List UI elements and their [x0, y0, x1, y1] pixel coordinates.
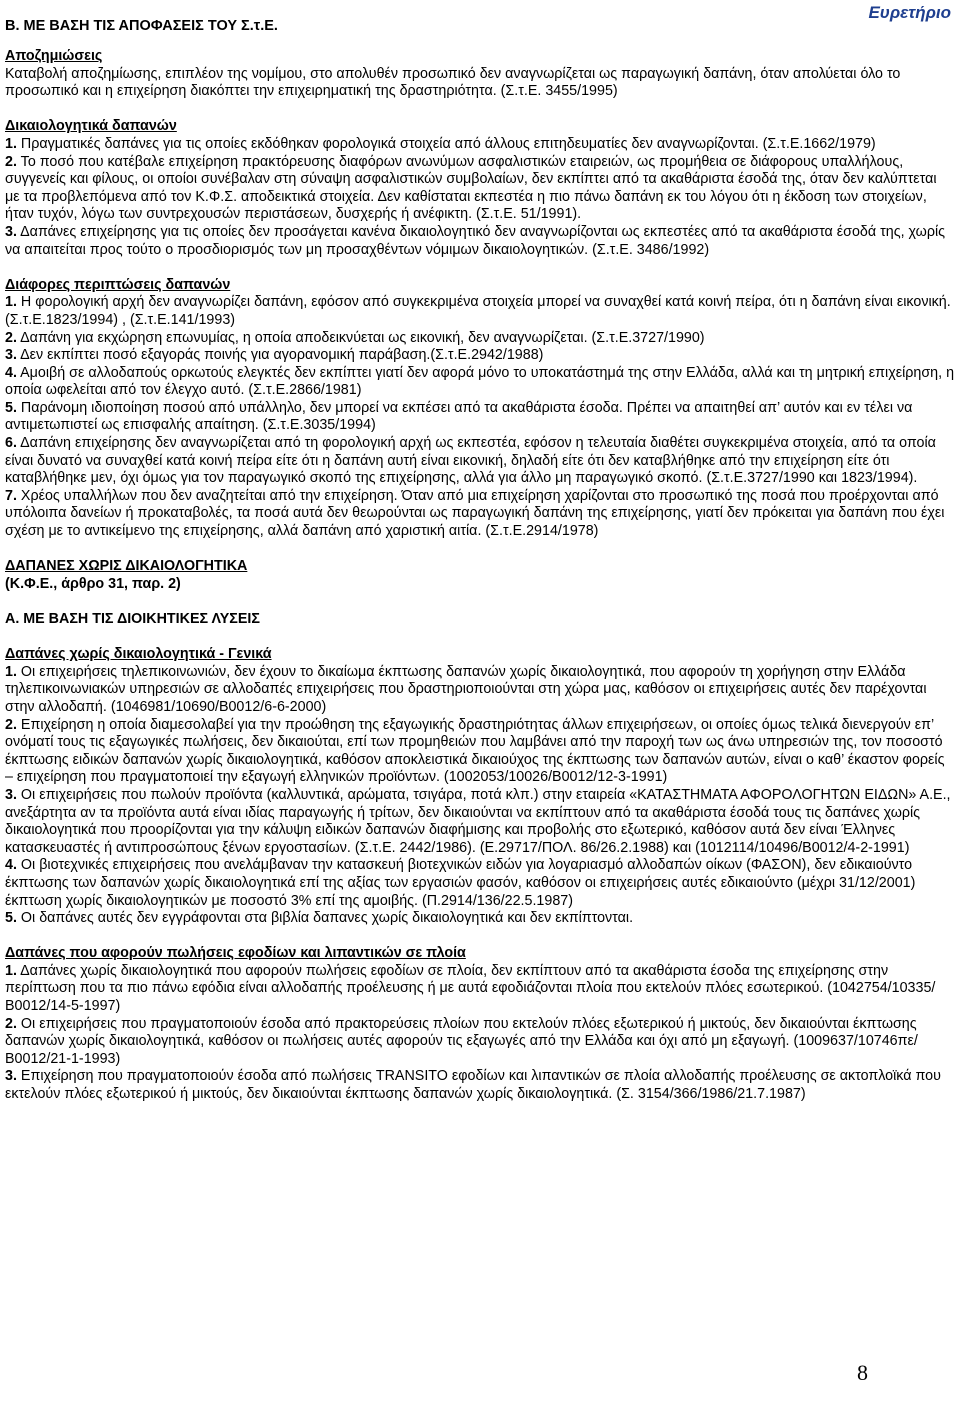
item-number: 2.	[5, 153, 17, 170]
list-item	[5, 787, 955, 857]
heading-administrative-decisions: Α. ΜΕ ΒΑΣΗ ΤΙΣ ΔΙΟΙΚΗΤΙΚΕΣ ΛΥΣΕΙΣ	[5, 611, 260, 627]
index-link[interactable]: Ευρετήριο	[868, 3, 951, 22]
list-item	[5, 154, 955, 224]
list-item	[5, 294, 955, 329]
list-item	[5, 488, 955, 541]
item-number: 4.	[5, 364, 17, 381]
item-number: 2.	[5, 1015, 17, 1032]
item-number: 7.	[5, 487, 17, 504]
item-number: 3.	[5, 1068, 17, 1085]
item-text: Παράνομη ιδιοποίηση ποσού από υπάλληλο, δεν μπορεί να εκπέσει από τα ακαθάριστα έσοδα. Πρέπει να απαιτηθεί απ’ αυτόν και εν τέλει να αντιμετωπιστεί ως επισφαλής απαίτηση. (Σ.τ.Ε.3035/1994)	[5, 399, 913, 434]
item-text: Οι επιχειρήσεις που πωλούν προϊόντα (καλλυντικά, αρώματα, τσιγάρα, ποτά κλπ.) στην εταιρεία «ΚΑΤΑΣΤΗΜΑΤΑ ΑΦΟΡΟΛΟΓΗΤΩΝ ΕΙΔΩΝ» Α.Ε., ανεξάρτητα αν τα προϊόντα αυτά είναι ιδίας παραγωγής ή τρίτων, δεν δικαιούνται να εκπίπτουν από τα ακαθάριστα έσοδά τους τις δαπάνες χωρίς δικαιολογητικά που προορίζονται για την κάλυψη ειδικών δαπανών διαφήμισης και προβολής στο εξωτερικό, καθόσον αυτά δεν είναι Έλληνες κατασκευαστές ή αντιπροσώπους ξένων εργοστασίων. (Σ.τ.Ε. 2442/1986). (Ε.29717/ΠΟΛ. 86/26.2.1988) και (1012114/10496/Β0012/4-2-1991)	[5, 786, 951, 856]
item-text: Πραγματικές δαπάνες για τις οποίες εκδόθηκαν φορολογικά στοιχεία από άλλους επιτηδευματίες δεν αναγνωρίζονται. (Σ.τ.Ε.1662/1979)	[20, 135, 876, 152]
item-number: 1.	[5, 962, 17, 979]
page-header	[5, 4, 955, 48]
list-item	[5, 435, 955, 488]
item-text: Δαπάνη για εκχώρηση επωνυμίας, η οποία αποδεικνύεται ως εικονική, δεν αναγνωρίζεται. (Σ.τ.Ε.3727/1990)	[20, 329, 705, 346]
item-number: 1.	[5, 663, 17, 680]
document-page	[5, 4, 955, 1104]
paragraph-compensation: Καταβολή αποζημίωσης, επιπλέον της νομίμου, στο απολυθέν προσωπικό δεν αναγνωρίζεται ως παραγωγική δαπάνη, όταν απολύεται όλο το προσωπικό και η επιχείρηση διακόπτει την επιχειρηματική της δραστηριότητα. (Σ.τ.Ε. 3455/1995)	[5, 65, 901, 100]
item-number: 3.	[5, 347, 17, 364]
list-item	[5, 717, 955, 787]
item-number: 4.	[5, 857, 17, 874]
list-item	[5, 224, 955, 259]
item-number: 5.	[5, 399, 17, 416]
list-item	[5, 347, 955, 365]
heading-ship-supplies: Δαπάνες που αφορούν πωλήσεις εφοδίων και λιπαντικών σε πλοία	[5, 945, 466, 962]
item-text: Οι δαπάνες αυτές δεν εγγράφονται στα βιβλία δαπανες χωρίς δικαιολογητικά και δεν εκπίπτονται.	[20, 910, 634, 927]
item-number: 2.	[5, 716, 17, 733]
heading-various-expenses: Διάφορες περιπτώσεις δαπανών	[5, 276, 231, 293]
list-item	[5, 664, 955, 717]
item-number: 3.	[5, 786, 17, 803]
item-text: Χρέος υπαλλήλων που δεν αναζητείται από την επιχείρηση. Όταν από μια επιχείρηση χαρίζονται στο προσωπικό της ποσά που προέρχονται από υπόλοιπα δανείων ή προκαταβολές, τα ποσά αυτά δεν θεωρούνται ως παραγωγική δαπάνη της επιχείρησης, γιατί δεν πρόκειται για δαπάνη που έχει σχέση με το αντικείμενο της επιχείρησης, αλλά δαπάνη από χαριστική αιτία. (Σ.τ.Ε.2914/1978)	[5, 487, 945, 540]
item-text: Η φορολογική αρχή δεν αναγνωρίζει δαπάνη, εφόσον από συγκεκριμένα στοιχεία μπορεί να συναχθεί κατά κοινή πείρα, ότι η δαπάνη είναι εικονική. (Σ.τ.Ε.1823/1994) , (Σ.τ.Ε.141/1993)	[5, 294, 951, 328]
item-number: 2.	[5, 329, 17, 346]
list-item	[5, 400, 955, 435]
heading-law-reference: (Κ.Φ.Ε., άρθρο 31, παρ. 2)	[5, 575, 181, 592]
list-item	[5, 1016, 955, 1069]
heading-expense-documents: Δικαιολογητικά δαπανών	[5, 118, 177, 135]
list-item	[5, 910, 955, 928]
item-text: Οι επιχειρήσεις που πραγματοποιούν έσοδα από πρακτορεύσεις πλοίων που εκτελούν πλόες εξωτερικού ή μικτούς, δεν δικαιούνται έκπτωσης δαπανών χωρίς δικαιολογητικά, καθόσον οι πωλήσεις αυτές αφορούν τις εξαγωγές από την Ελλάδα και όχι από μη εξαγωγή. (1009637/10746πε/Β0012/21-1-1993)	[5, 1015, 918, 1067]
list-item	[5, 963, 955, 1016]
item-text: Δεν εκπίπτει ποσό εξαγοράς ποινής για αγορανομική παράβαση.(Σ.τ.Ε.2942/1988)	[20, 347, 544, 364]
item-text: Οι βιοτεχνικές επιχειρήσεις που ανελάμβαναν την κατασκευή βιοτεχνικών ειδών για λογαριασμό αλλοδαπών οίκων (ΦΑΣΟΝ), δεν εδικαιούντο έκπτωσης των δαπανών χωρίς δικαιολογητικά επί της αξίας των εργασιών φασόν, καθόσον οι επιχειρήσεις αυτές εδικαιούντο (μέχρι 31/12/2001) έκπτωση χωρίς δικαιολογητικών με ποσοστό 3% επί της αμοιβής. (Π.2914/136/22.5.1987)	[5, 857, 916, 909]
list-item	[5, 330, 955, 348]
item-number: 3.	[5, 223, 17, 240]
item-text: Επιχείρηση η οποία διαμεσολαβεί για την προώθηση της εξαγωγικής δραστηριότητας άλλων επιχειρήσεων, οι οποίες όμως τελικά διενεργούν επ’ ονόματί τους τις εξαγωγικές πωλήσεις, δεν δικαιούται, επί των προμηθειών που λαμβάνει από την παροχή των ως άνω υπηρεσιών της, τον ποσοστό έκπτωσης ειδικών δαπανών χωρίς δικαιολογητικά, καθόσον αποκλειστικά δικαιούχος της έκπτωσης των δαπανών αυτών, είναι ο καθ’ έκαστον φορείς – επιχείρηση που πραγματοποιεί την εξαγωγή ελληνικών προϊόντων. (1002053/10026/Β0012/12-3-1991)	[5, 716, 945, 786]
item-text: Αμοιβή σε αλλοδαπούς ορκωτούς ελεγκτές δεν εκπίπτει γιατί δεν αφορά μόνο το υποκατάστημά της στην Ελλάδα, αλλά και τη μητρική επιχείρηση, η οποία ωφελείται από τον έλεγχο αυτό. (Σ.τ.Ε.2866/1981)	[5, 364, 955, 399]
item-text: Επιχείρηση που πραγματοποιούν έσοδα από πωλήσεις TRANSITO εφοδίων και λιπαντικών σε πλοία αλλοδαπής προέλευσης σε ακτοπλοϊκά που εκτελούν πλόες εξωτερικού ή μικτούς, δεν δικαιούνται έκπτωσης δαπανών χωρίς δικαιολογητικά. (Σ. 3154/366/1986/21.7.1987)	[5, 1068, 941, 1103]
item-number: 5.	[5, 910, 17, 927]
heading-compensation: Αποζημιώσεις	[5, 48, 103, 64]
item-text: Οι επιχειρήσεις τηλεπικοινωνιών, δεν έχουν το δικαίωμα έκπτωσης δαπανών χωρίς δικαιολογητικά, που αφορούν τη χορήγηση στην Ελλάδα τηλεπικοινωνιακών υπηρεσιών σε αλλοδαπές επιχειρήσεις που δραστηριοποιούνται στη χώρα μας, καθόσον οι επιχειρήσεις αυτές δεν παρέχονται στην αλλοδαπή. (1046981/10690/Β0012/6-6-2000)	[5, 663, 927, 715]
item-text: Δαπάνες επιχείρησης για τις οποίες δεν προσάγεται κανένα δικαιολογητικό δεν αναγνωρίζονται ως εκπεστέες από τα ακαθάριστα έσοδά της, χωρίς να απαιτείται προς τούτο ο προσδιορισμός των μη προσαχθέντων νόμιμων δικαιολογητικών. (Σ.τ.Ε. 3486/1992)	[5, 223, 946, 258]
heading-general: Δαπάνες χωρίς δικαιολογητικά - Γενικά	[5, 646, 272, 663]
item-number: 1.	[5, 135, 17, 152]
list-item	[5, 1068, 955, 1103]
list-item	[5, 857, 955, 910]
item-text: Δαπάνη επιχείρησης δεν αναγνωρίζεται από τη φορολογική αρχή ως εκπεστέα, εφόσον η τελευταία διαθέτει συγκεκριμένα στοιχεία, από τα οποία είναι δυνατό να συναχθεί κατά κοινή πείρα είτε ότι η δαπάνη αυτή είναι εικονική, δηλαδή είτε ότι δεν καταβλήθηκε από την επιχείρηση είτε ότι καταβλήθηκε μεν, όχι όμως για τον παραγωγικό σκοπό της επιχείρησης, αλλά για άλλο μη παραγωγικό σκοπό. (Σ.τ.Ε.3727/1990 και 1823/1994).	[5, 435, 936, 487]
list-item	[5, 365, 955, 400]
section-heading: Β. ΜΕ ΒΑΣΗ ΤΙΣ ΑΠΟΦΑΣΕΙΣ ΤΟΥ Σ.τ.Ε.	[5, 18, 278, 34]
list-item	[5, 136, 955, 154]
page-number: 8	[857, 1360, 868, 1385]
item-number: 6.	[5, 435, 17, 452]
item-number: 1.	[5, 294, 17, 311]
item-text: Το ποσό που κατέβαλε επιχείρηση πρακτόρευσης διαφόρων ανωνύμων ασφαλιστικών εταιρειών, ως προμήθεια σε διάφορους υπαλλήλους, συγγενείς και φίλους, οι οποίοι συνέβαλαν στη σύναψη ασφαλιστικών συμβολαίων, δεν εκπίπτει από τα ακαθάριστα έσοδά της, όταν δεν καλύπτεται με τα προβλεπόμενα από τον Κ.Φ.Σ. αποδεικτικά στοιχεία. Δεν καθίσταται εκπεστέα η πιο πάνω δαπάνη εκ του λόγου ότι η έκδοση των στοιχείων, ήταν τυχόν, λόγω των συντρεχουσών περιστάσεων, δυσχερής ή ανέφικτη. (Σ.τ.Ε. 51/1991).	[5, 153, 937, 223]
heading-expenses-without-docs: ΔΑΠΑΝΕΣ ΧΩΡΙΣ ΔΙΚΑΙΟΛΟΓΗΤΙΚΑ	[5, 558, 248, 575]
item-text: Δαπάνες χωρίς δικαιολογητικά που αφορούν πωλήσεις εφοδίων σε πλοία, δεν εκπίπτουν από τα ακαθάριστα έσοδα της επιχείρησης στην περίπτωση που τα πιο πάνω εφόδια είναι αλλοδαπής προέλευσης ή με αυτά εφοδιάζονται πλοία που εκτελούν πλόες εσωτερικού. (1042754/10335/Β0012/14-5-1997)	[5, 962, 936, 1015]
